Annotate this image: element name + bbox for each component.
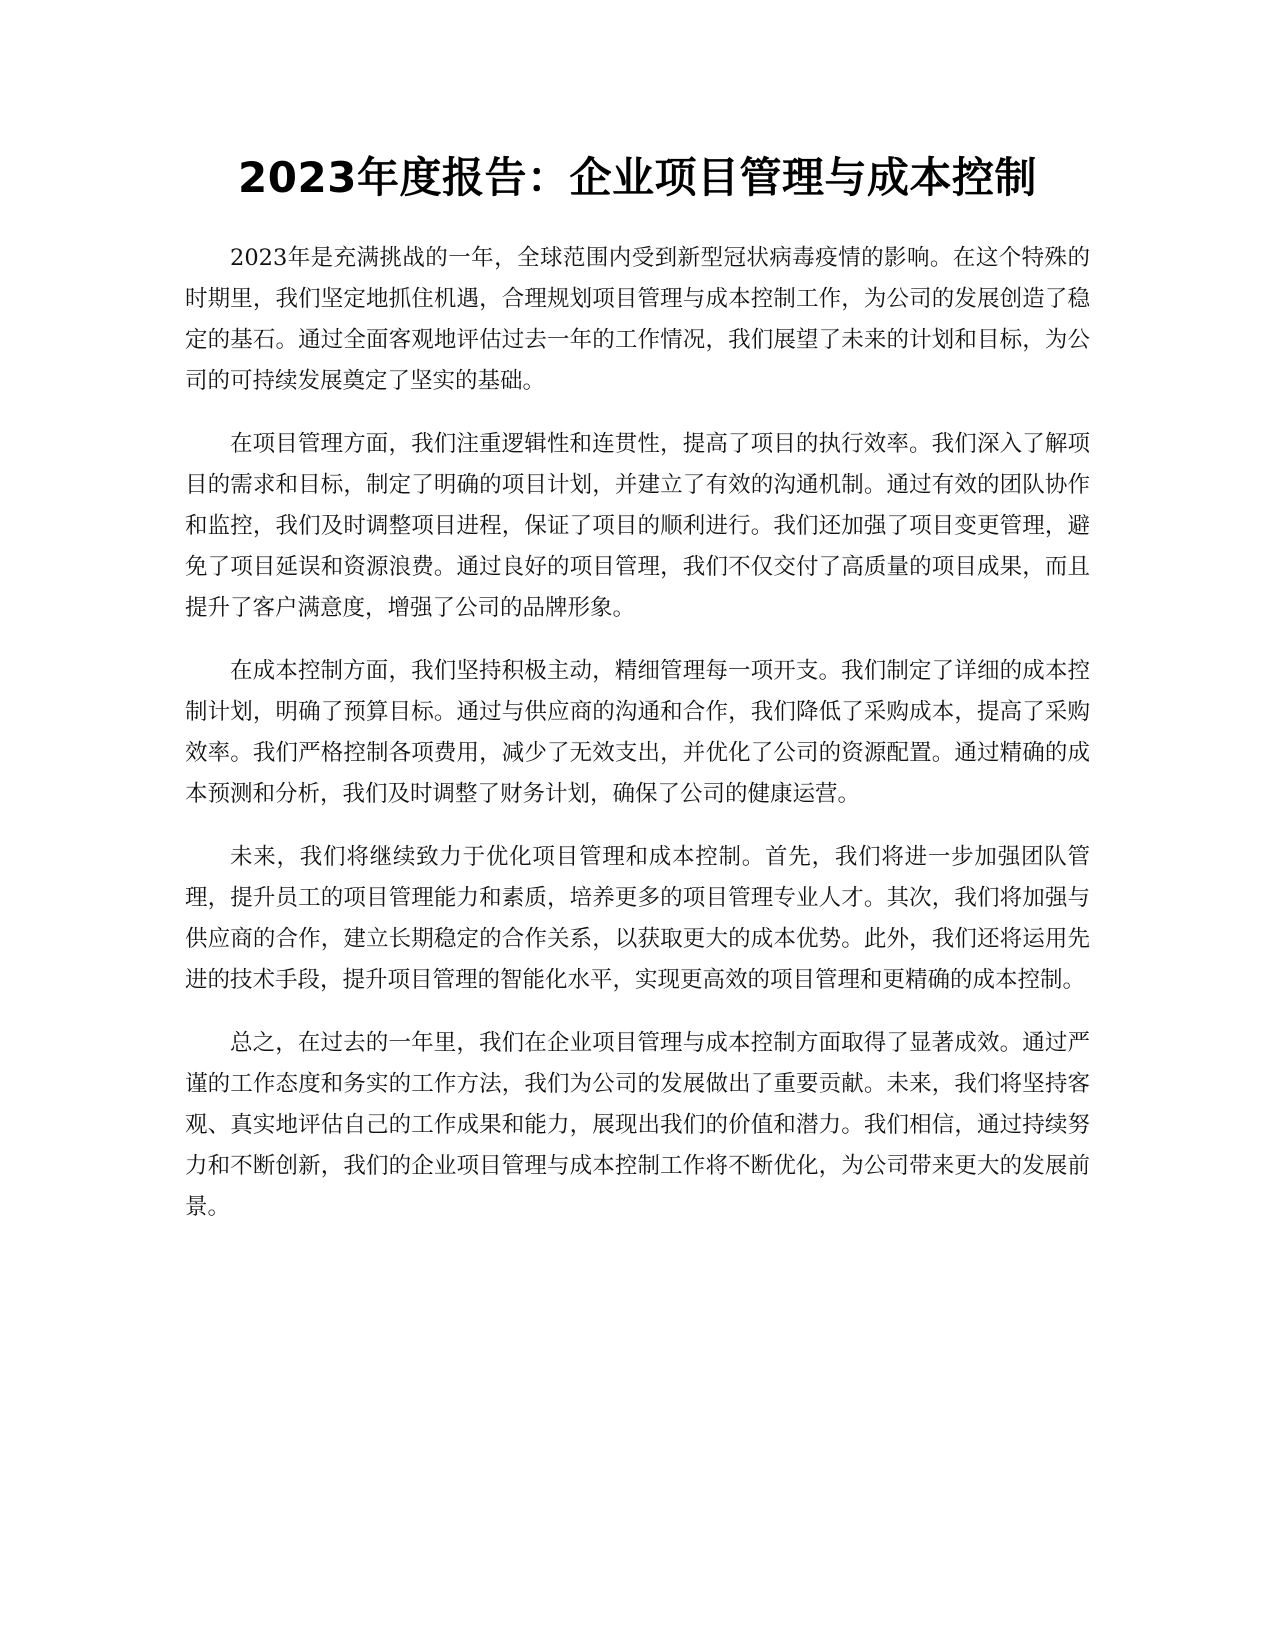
paragraph-cost-control: 在成本控制方面，我们坚持积极主动，精细管理每一项开支。我们制定了详细的成本控制计划，明确了预算目标。通过与供应商的沟通和合作，我们降低了采购成本，提高了采购效率。我们严格控制各项费用，减少了无效支出，并优化了公司的资源配置。通过精确的成本预测和分析，我们及时调整了财务计划，确保了公司的健康运营。: [185, 658, 1090, 807]
document-title: 2023年度报告：企业项目管理与成本控制: [238, 153, 1037, 202]
paragraph-conclusion: 总之，在过去的一年里，我们在企业项目管理与成本控制方面取得了显著成效。通过严谨的工作态度和务实的工作方法，我们为公司的发展做出了重要贡献。未来，我们将坚持客观、真实地评估自己的工作成果和能力，展现出我们的价值和潜力。我们相信，通过持续努力和不断创新，我们的企业项目管理与成本控制工作将不断优化，为公司带来更大的发展前景。: [185, 1030, 1090, 1220]
paragraph-project-management: 在项目管理方面，我们注重逻辑性和连贯性，提高了项目的执行效率。我们深入了解项目的需求和目标，制定了明确的项目计划，并建立了有效的沟通机制。通过有效的团队协作和监控，我们及时调整项目进程，保证了项目的顺利进行。我们还加强了项目变更管理，避免了项目延误和资源浪费。通过良好的项目管理，我们不仅交付了高质量的项目成果，而且提升了客户满意度，增强了公司的品牌形象。: [185, 431, 1090, 621]
paragraph-intro: 2023年是充满挑战的一年，全球范围内受到新型冠状病毒疫情的影响。在这个特殊的时期里，我们坚定地抓住机遇，合理规划项目管理与成本控制工作，为公司的发展创造了稳定的基石。通过全面客观地评估过去一年的工作情况，我们展望了未来的计划和目标，为公司的可持续发展奠定了坚实的基础。: [185, 245, 1090, 394]
document-body: [185, 238, 1090, 1250]
paragraph-future-plans: 未来，我们将继续致力于优化项目管理和成本控制。首先，我们将进一步加强团队管理，提升员工的项目管理能力和素质，培养更多的项目管理专业人才。其次，我们将加强与供应商的合作，建立长期稳定的合作关系，以获取更大的成本优势。此外，我们还将运用先进的技术手段，提升项目管理的智能化水平，实现更高效的项目管理和更精确的成本控制。: [185, 844, 1090, 993]
